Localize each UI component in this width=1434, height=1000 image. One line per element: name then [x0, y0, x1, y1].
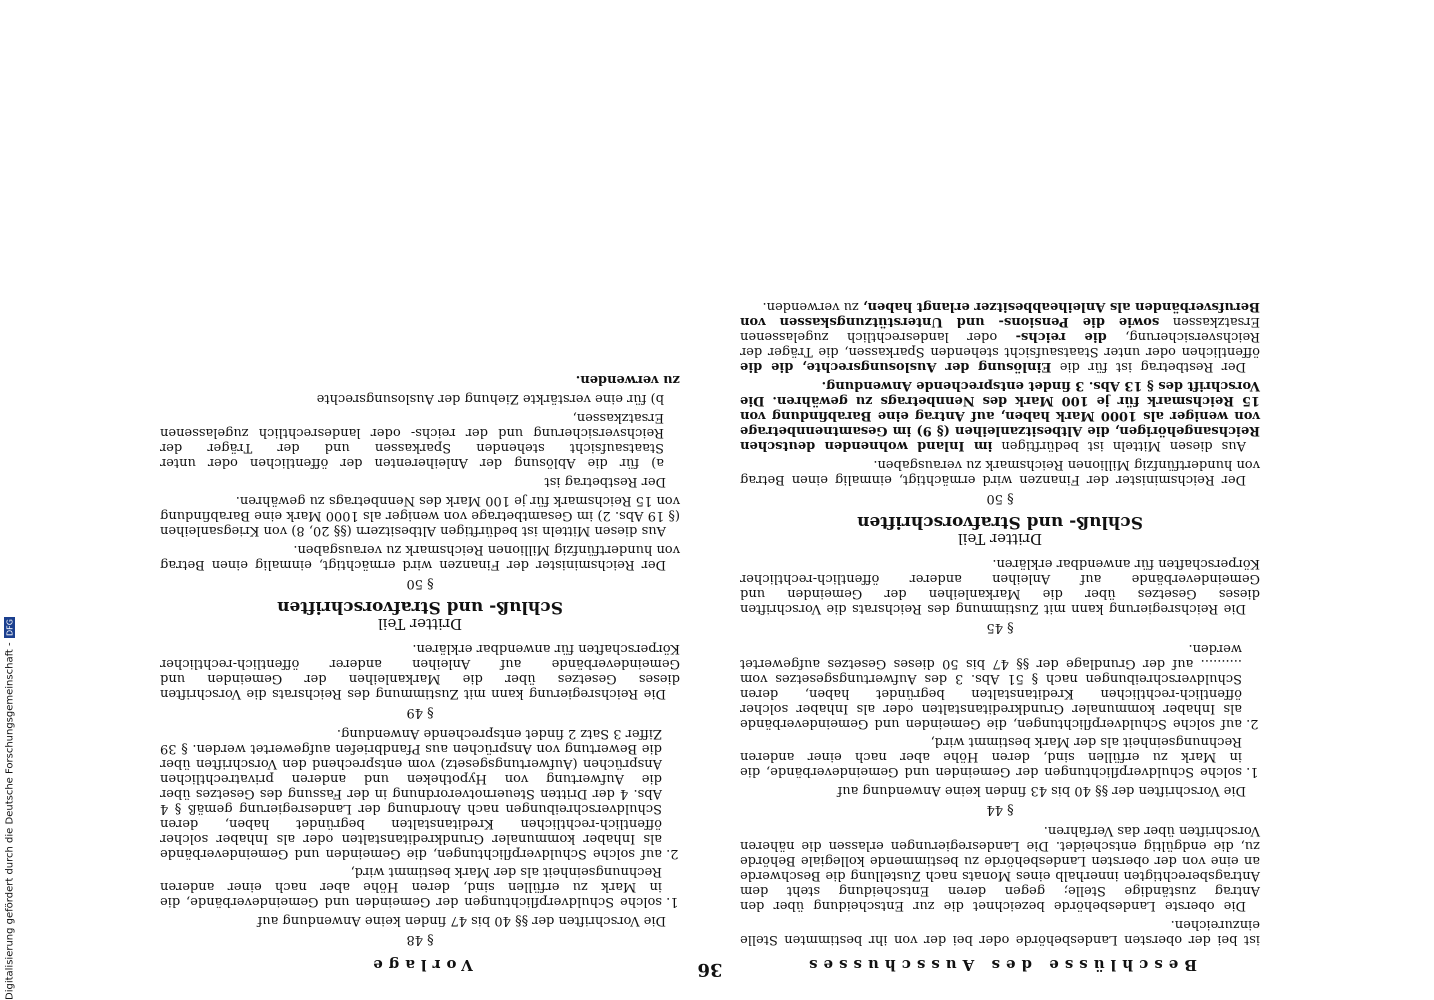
- part-title: Schluß- und Strafvorschriften: [857, 512, 1143, 532]
- left-column: [160, 20, 680, 980]
- section-50-paragraph-2: [740, 378, 1260, 453]
- section-50-paragraph-3: [740, 299, 1260, 374]
- list-item: b) für eine verstärkte Ziehung der Auslosungsrechte: [316, 391, 664, 406]
- section-49-text: Die Reichsregierung kann mit Zustimmung des Reichsrats die Vorschriften dieses Gesetzes über die Markanleihen der Gemeinden und Gemeindeverbände auf Anleihen anderer öffentlich-rechtlicher Körperschaften für anwendbar erklären.: [160, 641, 680, 701]
- list-item: 1. solche Schuldverpflichtungen der Gemeinden und Gemeindeverbände, die in Mark zu erfüllen sind, deren Höhe aber nach einer anderen Rechnungseinheit als der Mark bestimmt wird,: [160, 864, 662, 909]
- amendment-text: Einlösung der Auslosungsrechte, die die: [740, 359, 1052, 374]
- section-50-paragraph-3: Der Restbetrag ist: [544, 474, 666, 489]
- intro-paragraph-2: Die oberste Landesbehörde bezeichnet die zur Entscheidung über den Antrag zuständige Stelle; gegen deren Entscheidung steht dem Antragsberechtigten innerhalb eines Monats nach Zustellung die Beschwerde an eine von der obersten Landesbehörde zu bestimmende kollegiale Behörde zu, die endgültig entscheidet. Die Landesregierungen erlassen die näheren Vorschriften über das Verfahren.: [740, 823, 1260, 913]
- amendment-text: im Inland wohnenden deutschen Reichsangehörigen, die Altbesitzanleihen (§ 9) im Gesamtnennbetrage von weniger als 1000 Mark haben, auf Antrag eine Barabfindung von 15 Reichsmark für je 100 Mark des Nennbetrags zu gewähren. Die Vorschrift des § 13 Abs. 3 findet entsprechende Anwendung.: [740, 378, 1260, 453]
- digitization-footer: [2, 540, 18, 1000]
- right-column: [740, 20, 1260, 980]
- section-50-title: § 50: [986, 491, 1014, 506]
- section-48-list: [160, 726, 662, 909]
- intro-paragraph: ist bei der obersten Landesbehörde oder bei der von ihr bestimmten Stelle einzureichen.: [740, 917, 1260, 947]
- section-45-title: § 45: [986, 620, 1014, 635]
- section-50-title: § 50: [406, 576, 434, 591]
- plain-text: Aus diesen Mitteln ist bedürftigen: [1001, 438, 1246, 453]
- page-number: 36: [697, 959, 723, 980]
- list-item: 2. auf solche Schuldverpflichtungen, die Gemeinden und Gemeindeverbände als Inhaber kommunaler Grundkreditanstalten oder als Inhaber solcher öffentlich-rechtlichen Kreditanstalten begründet haben, deren Schuldverschreibungen nach § 51 Abs. 3 des Aufwertungsgesetzes vom .......... auf der Grundlage der §§ 47 bis 50 dieses Gesetzes aufgewertet werden.: [740, 641, 1242, 731]
- amendment-text: die reichs-: [1015, 329, 1107, 344]
- section-50-tail: zu verwenden.: [575, 372, 680, 387]
- dfg-logo: DFG: [5, 619, 15, 637]
- section-50-paragraph-2: Aus diesen Mitteln ist bedürftigen Altbesitzern (§§ 20, 8) von Kriegsanleihen (§ 19 Abs. 2) im Gesamtbetrage von weniger als 1000 Mark eine Barabfindung von 15 Reichsmark für je 100 Mark des Nennbetrags zu gewähren.: [160, 493, 680, 538]
- section-45-text: Die Reichsregierung kann mit Zustimmung des Reichsrats die Vorschriften dieses Gesetzes über die Markanleihen der Gemeinden und Gemeindeverbände auf Anleihen anderer öffentlich-rechtlicher Körperschaften für anwendbar erklären.: [740, 556, 1260, 616]
- section-44-intro: Die Vorschriften der §§ 40 bis 43 finden keine Anwendung auf: [837, 783, 1246, 798]
- amendment-text: sowie die Pensions- und Unterstützungskassen von Berufsverbänden als Anleiheabbesitzer erlangt haben,: [740, 299, 1260, 329]
- footer-text: Digitalisierung gefördert durch die Deutsche Forschungsgemeinschaft -: [4, 642, 16, 1000]
- list-item: 1. solche Schuldverpflichtungen der Gemeinden und Gemeindeverbände, die in Mark zu erfüllen sind, deren Höhe aber nach einer anderen Rechnungseinheit als der Mark bestimmt wird,: [740, 734, 1242, 779]
- section-44-title: § 44: [986, 802, 1014, 817]
- plain-text: öffentlichen oder unter Staatsaufsicht stehenden Sparkassen, die Träger der Reichsversicherung,: [740, 329, 1260, 359]
- list-item: a) für die Ablösung der Anleiherenten der öffentlichen oder unter Staatsaufsicht stehenden Sparkassen und der Träger der Reichsversicherung und der reichs- oder landesrechtlich zugelassenen Ersatzkassen,: [160, 410, 664, 470]
- section-50-paragraph-1: Der Reichsminister der Finanzen wird ermächtigt, einmalig einen Betrag von hundertfünfzig Millionen Reichsmark zu verausgaben.: [160, 542, 680, 572]
- section-48-title: § 48: [406, 932, 434, 947]
- part-heading: Dritter Teil: [957, 530, 1043, 548]
- page-content: [150, 20, 1260, 980]
- section-44-list: [740, 641, 1242, 779]
- right-column-header: Beschlüsse des Ausschusses: [803, 956, 1197, 974]
- plain-text: zu verwenden.: [762, 299, 859, 314]
- plain-text: oder landesrechtlich zugelassenen Ersatzkassen: [740, 314, 1260, 344]
- left-column-header: Vorlage: [367, 956, 473, 974]
- part-heading: Dritter Teil: [377, 615, 463, 633]
- section-50-paragraph-1: Der Reichsminister der Finanzen wird ermächtigt, einmalig einen Betrag von hundertfünfzig Millionen Reichsmark zu verausgaben.: [740, 457, 1260, 487]
- plain-text: Der Restbetrag ist für die: [1059, 359, 1246, 374]
- part-title: Schluß- und Strafvorschriften: [277, 597, 563, 617]
- section-48-intro: Die Vorschriften der §§ 40 bis 47 finden keine Anwendung auf: [257, 913, 666, 928]
- section-50-list: [160, 391, 664, 470]
- section-49-title: § 49: [406, 705, 434, 720]
- list-item: 2. auf solche Schuldverpflichtungen, die Gemeinden und Gemeindeverbände als Inhaber kommunaler Grundkreditanstalten oder als Inhaber solcher öffentlich-rechtlichen Kreditanstalten begründet haben, deren Schuldverschreibungen nach Anordnung der Landesregierung gemäß § 4 Abs. 4 der Dritten Steuernotverordnung in der Fassung des Gesetzes über die Aufwertung von Hypotheken und anderen privatrechtlichen Ansprüchen (Aufwertungsgesetz) vom entsprechend den Vorschriften über die Bewertung von Ansprüchen aus Pfandbriefen aufgewertet werden. § 39 Ziffer 3 Satz 2 findet entsprechende Anwendung.: [160, 726, 662, 861]
